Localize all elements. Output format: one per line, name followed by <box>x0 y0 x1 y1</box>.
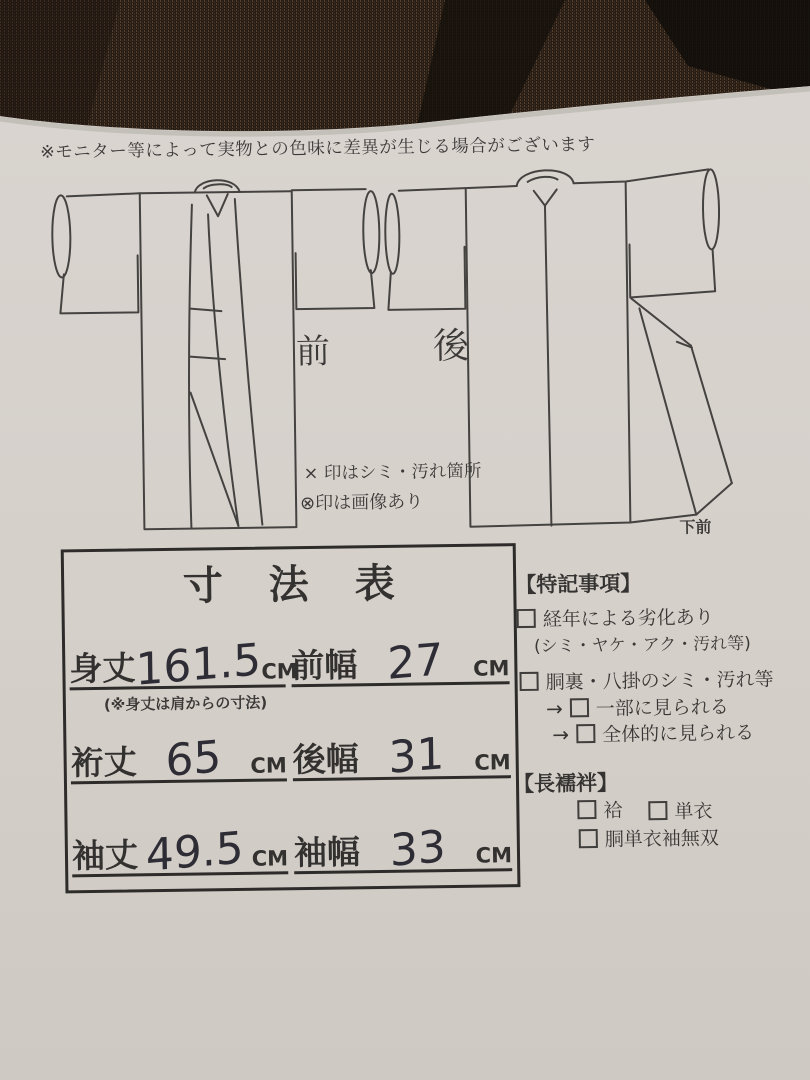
back-right-sleeve-cuff <box>702 169 719 249</box>
size-table <box>61 543 521 893</box>
front-right-sleeve-cuff <box>363 191 380 273</box>
unit-cm: CM <box>250 753 287 778</box>
back-left-sleeve-cuff <box>385 194 400 274</box>
unit-cm: CM <box>474 750 511 775</box>
stain-mark-legend: × 印はシミ・汚れ箇所 <box>303 461 482 485</box>
hitoe-option <box>648 796 712 824</box>
deterioration-item <box>517 602 714 632</box>
table-cell-mitake <box>69 632 298 697</box>
hitoe-label: 単衣 <box>674 800 713 823</box>
sodetake-label: 袖丈 <box>71 835 139 876</box>
unit-cm: CM <box>475 843 513 868</box>
color-difference-disclaimer: ※モニター等によって実物との色味に差異が生じる場合がございます <box>40 134 596 163</box>
arrow-icon: → <box>552 721 570 747</box>
ushirohaba-label: 後幅 <box>292 739 359 780</box>
table-cell-maehaba <box>291 629 510 691</box>
table-cell-yukitake <box>70 726 287 788</box>
deterioration-checkbox <box>517 609 536 628</box>
deterioration-detail: (シミ・ヤケ・アク・汚れ等) <box>533 633 751 657</box>
awase-label: 袷 <box>603 799 623 822</box>
dou-hitoe-option <box>579 823 719 852</box>
back-center-seam <box>545 206 551 526</box>
dou-hitoe-label: 胴単衣袖無双 <box>604 827 719 851</box>
overall-checkbox <box>576 724 595 743</box>
mitake-value-handwritten: 161.5 <box>135 634 262 697</box>
deterioration-label: 経年による劣化あり <box>542 606 714 631</box>
mitake-note: (※身丈は肩からの寸法) <box>103 693 268 714</box>
sodetake-value-handwritten: 49.5 <box>145 822 244 883</box>
lining-stain-checkbox <box>519 672 538 691</box>
arrow-icon: → <box>545 695 563 721</box>
ushirohaba-value-handwritten: 31 <box>388 728 445 785</box>
overall-label: 全体的に見られる <box>601 721 755 746</box>
unit-cm: CM <box>261 659 298 684</box>
image-mark-legend: ⊗印は画像あり <box>299 491 424 515</box>
sodehaba-value-handwritten: 33 <box>389 821 447 878</box>
overall-option <box>552 718 754 748</box>
yukitake-value-handwritten: 65 <box>165 731 222 788</box>
partial-checkbox <box>570 698 589 717</box>
table-cell-ushirohaba <box>292 723 511 785</box>
table-cell-sodehaba <box>293 816 513 878</box>
hitoe-checkbox <box>648 801 667 820</box>
yukitake-label: 裄丈 <box>70 742 137 783</box>
nagajuban-heading: 【長襦袢】 <box>512 770 619 797</box>
size-table-title: 寸 法 表 <box>182 560 411 610</box>
special-notes-heading: 【特記事項】 <box>515 571 642 598</box>
front-left-sleeve-cuff <box>52 195 71 277</box>
front-collar <box>195 180 240 193</box>
maehaba-label: 前幅 <box>291 645 358 686</box>
lining-stain-item <box>519 665 773 696</box>
dou-hitoe-checkbox <box>579 829 598 848</box>
unit-cm: CM <box>251 846 289 871</box>
sodehaba-label: 袖幅 <box>293 832 361 873</box>
awase-option <box>577 796 622 824</box>
lining-stain-label: 胴裏・八掛のシミ・汚れ等 <box>545 668 774 694</box>
partial-label: 一部に見られる <box>595 696 729 720</box>
unit-cm: CM <box>472 656 510 681</box>
lower-front-label: 下前 <box>679 517 712 537</box>
back-collar <box>516 170 573 186</box>
partial-option <box>546 692 729 722</box>
maehaba-value-handwritten: 27 <box>386 634 444 691</box>
front-kimono-label: 前 <box>295 331 331 373</box>
table-cell-sodetake <box>71 819 289 883</box>
awase-checkbox <box>577 800 596 819</box>
back-kimono-label: 後 <box>432 325 470 368</box>
lower-front-flap <box>627 297 732 522</box>
mitake-label: 身丈 <box>69 648 136 689</box>
